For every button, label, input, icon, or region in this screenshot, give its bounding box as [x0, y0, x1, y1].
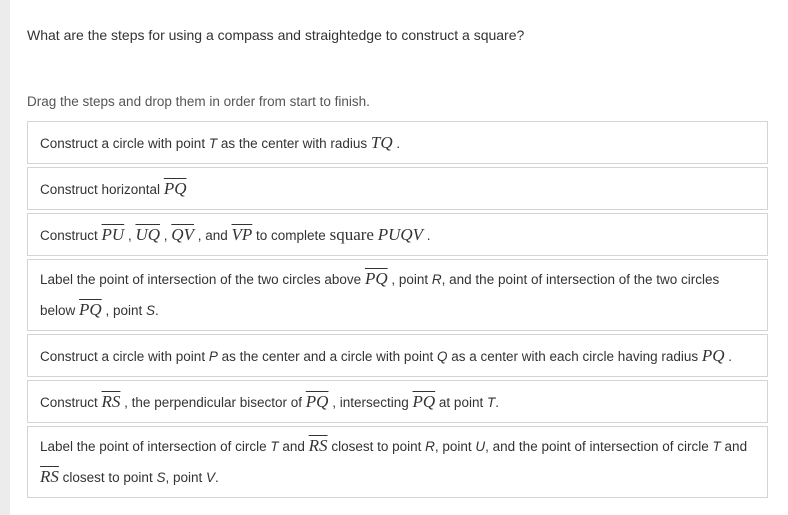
math-term: $\overline{RS}$ [101, 391, 121, 411]
step-text [40, 225, 431, 245]
step-text-part: , [124, 227, 136, 243]
step-text-part: as a center with each circle having radius [447, 348, 702, 364]
step-text [40, 179, 186, 199]
step-text-part: Construct a circle with point [40, 135, 209, 151]
math-term: $\overline{RS}$ [40, 467, 59, 486]
step-text-part: and [278, 439, 309, 454]
math-term: $\overline{PQ}$ [305, 391, 329, 411]
left-rail [0, 0, 10, 515]
step-text-part: square [329, 224, 374, 244]
drag-step-item[interactable] [27, 259, 768, 331]
step-text [40, 431, 755, 493]
step-text-part: closest to point [58, 470, 157, 485]
step-text-part: S [156, 470, 166, 485]
math-term: TQ [370, 132, 393, 152]
question-text: What are the steps for using a compass and straightedge to construct a square? [27, 27, 525, 43]
step-text-part: P [208, 348, 218, 364]
step-text-part: and [720, 439, 748, 454]
drag-step-item[interactable] [27, 167, 768, 210]
math-term: $\overline{RS}$ [308, 436, 328, 455]
step-text-part: at point [435, 394, 487, 410]
instruction-text: Drag the steps and drop them in order from start to finish. [27, 94, 370, 109]
step-text [40, 264, 755, 326]
step-text-part: , and the point of intersection of the two circles below [40, 272, 720, 318]
step-text-part: , point [165, 470, 206, 485]
drag-step-item[interactable] [27, 213, 768, 256]
step-text-part: R [431, 272, 442, 287]
math-term: PQ [701, 345, 725, 365]
drag-step-list [27, 121, 768, 501]
step-text-part: , and [193, 227, 232, 243]
step-text-part: Construct [40, 394, 102, 410]
step-text-part: U [475, 439, 486, 454]
step-text-part: Construct a circle with point [40, 348, 209, 364]
step-text-part: T [712, 439, 721, 454]
step-text-part: . [155, 303, 159, 318]
step-text-part: V [206, 470, 216, 485]
math-term: $\overline{PQ}$ [163, 178, 187, 198]
step-text-part: , point [387, 272, 432, 287]
step-text-part: Label the point of intersection of circle [40, 439, 271, 454]
step-text-part: , point [434, 439, 476, 454]
math-term: $\overline{PQ}$ [364, 269, 388, 288]
step-text-part: . [423, 227, 431, 243]
step-text [40, 133, 400, 153]
step-text-part: as the center with radius [217, 135, 371, 151]
step-text-part: Label the point of intersection of the two circles above [40, 272, 365, 287]
step-text-part: closest to point [327, 439, 426, 454]
math-term: $\overline{PQ}$ [79, 300, 102, 319]
step-text-part: R [425, 439, 435, 454]
math-term: $\overline{PQ}$ [412, 391, 436, 411]
step-text [40, 392, 499, 412]
math-term: $\overline{QV}$ [171, 224, 194, 244]
step-text-part: Construct horizontal [40, 181, 164, 197]
step-text-part: . [392, 135, 401, 151]
step-text-part: as the center and a circle with point [217, 348, 437, 364]
step-text-part: , and the point of intersection of circle [485, 439, 713, 454]
step-text-part: , [160, 227, 172, 243]
step-text-part: , intersecting [328, 394, 413, 410]
step-text-part: Q [436, 348, 448, 364]
math-term: $\overline{UQ}$ [135, 224, 161, 244]
step-text-part: S [145, 303, 155, 318]
step-text-part: T [486, 394, 496, 410]
step-text-part: T [208, 135, 218, 151]
drag-step-item[interactable] [27, 380, 768, 423]
step-text-part: . [724, 348, 733, 364]
step-text-part: , the perpendicular bisector of [120, 394, 306, 410]
step-text [40, 346, 732, 366]
math-term: $\overline{VP}$ [231, 224, 253, 244]
drag-step-item[interactable] [27, 121, 768, 164]
math-term: $\overline{PU}$ [101, 224, 125, 244]
step-text-part: to complete [252, 227, 330, 243]
math-term: PUQV [377, 224, 424, 244]
step-text-part: , point [101, 303, 146, 318]
step-text-part: T [270, 439, 279, 454]
step-text-part: . [215, 470, 219, 485]
step-text-part: Construct [40, 227, 102, 243]
step-text-part: . [495, 394, 499, 410]
drag-step-item[interactable] [27, 334, 768, 377]
drag-step-item[interactable] [27, 426, 768, 498]
